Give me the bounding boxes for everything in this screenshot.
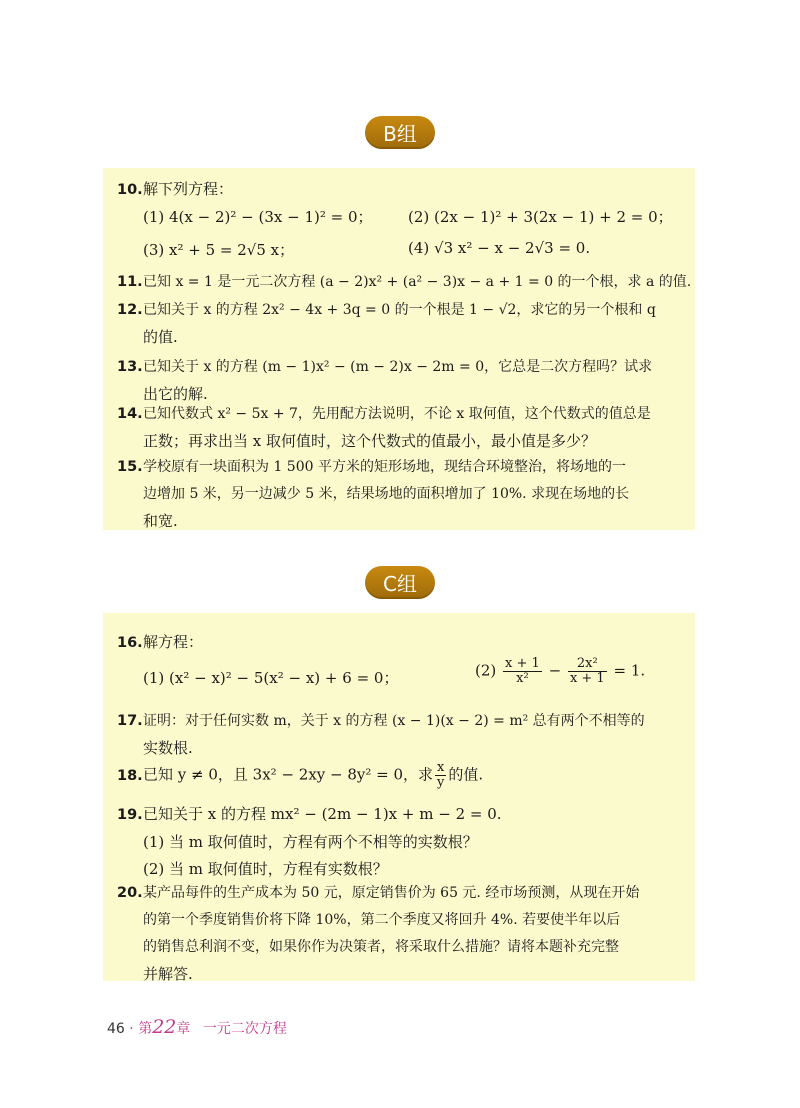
exercise-number: 12. — [117, 302, 143, 318]
exercise-text-cont: 正数；再求出当 x 取何值时，这个代数式的值最小，最小值是多少？ — [143, 432, 596, 450]
exercise-12 — [117, 296, 685, 351]
exercise-text-cont: 和宽. — [143, 512, 178, 530]
numerator: x + 1 — [505, 656, 540, 671]
numerator: 2x² — [568, 657, 607, 672]
exercise-text: 已知 x = 1 是一元二次方程 (a − 2)x² + (a² − 3)x − a + 1 = 0 的一个根，求 a 的值. — [143, 274, 692, 290]
exercise-number: 18. — [117, 767, 143, 784]
equals-part: = 1. — [613, 661, 646, 680]
exercise-10-part-1: (1) 4(x − 2)² − (3x − 1)² = 0； — [143, 208, 373, 226]
exercise-text: 已知 y ≠ 0，且 3x² − 2xy − 8y² = 0，求 — [143, 765, 434, 784]
exercise-text: 证明：对于任何实数 m，关于 x 的方程 (x − 1)(x − 2) = m² 总有两个不相等的 — [143, 713, 645, 729]
fraction — [568, 657, 607, 686]
exercise-number: 17. — [117, 713, 143, 729]
exercise-10 — [117, 176, 685, 204]
exercise-text: 解下列方程： — [143, 180, 234, 198]
exercise-text: 已知代数式 x² − 5x + 7，先用配方法说明，不论 x 取何值，这个代数式的值总是 — [143, 406, 651, 422]
exercise-10-part-3: (3) x² + 5 = 2√5 x； — [143, 241, 295, 259]
exercise-10-part-2: (2) (2x − 1)² + 3(2x − 1) + 2 = 0； — [408, 208, 673, 226]
operator: − — [548, 661, 562, 680]
group-c-exercises — [103, 613, 695, 981]
exercise-number: 11. — [117, 274, 143, 290]
chapter-number: 22 — [152, 1016, 177, 1038]
fraction — [435, 761, 446, 790]
exercise-19-part-2: (2) 当 m 取何值时，方程有实数根？ — [143, 860, 388, 878]
numerator: x — [435, 761, 446, 776]
page-number: 46 — [107, 1021, 125, 1037]
exercise-text: 已知关于 x 的方程 (m − 1)x² − (m − 2)x − 2m = 0，它总是二次方程吗？试求 — [143, 359, 653, 375]
exercise-text-cont: 出它的解. — [143, 385, 208, 403]
exercise-text-cont: 的销售总利润不变，如果你作为决策者，将采取什么措施？请将本题补充完整 — [143, 939, 619, 955]
chapter-prefix: 第 — [138, 1021, 153, 1037]
exercise-number: 19. — [117, 807, 143, 823]
exercise-16-part-1: (1) (x² − x)² − 5(x² − x) + 6 = 0； — [143, 669, 399, 687]
section-b-label: B组 — [383, 122, 417, 146]
page-footer — [107, 1016, 287, 1038]
part-label: (2) — [475, 661, 497, 680]
footer-dot: · — [129, 1021, 134, 1037]
exercise-11 — [117, 268, 692, 296]
exercise-number: 14. — [117, 406, 143, 422]
exercise-text-cont: 实数根. — [143, 739, 193, 757]
exercise-text-cont: 并解答. — [143, 965, 193, 983]
exercise-number: 16. — [117, 635, 143, 651]
exercise-text: 某产品每件的生产成本为 50 元，原定销售价为 65 元. 经市场预测，从现在开始 — [143, 885, 640, 901]
exercise-text: 的值. — [448, 765, 484, 784]
section-c-label: C组 — [383, 572, 417, 596]
exercise-19 — [117, 801, 685, 883]
exercise-text: 已知关于 x 的方程 mx² − (2m − 1)x + m − 2 = 0. — [143, 805, 502, 823]
exercise-18 — [117, 761, 685, 790]
exercise-text: 学校原有一块面积为 1 500 平方米的矩形场地，现结合环境整治，将场地的一 — [143, 459, 626, 475]
fraction — [503, 657, 542, 686]
denominator: x + 1 — [569, 671, 605, 686]
exercise-text: 解方程： — [143, 633, 204, 651]
exercise-15 — [117, 453, 685, 535]
chapter-title: 一元二次方程 — [202, 1021, 287, 1037]
denominator: y — [437, 775, 445, 790]
exercise-10-part-4: (4) √3 x² − x − 2√3 = 0. — [408, 239, 591, 257]
exercise-17 — [117, 707, 685, 762]
chapter-suffix: 章 — [176, 1021, 191, 1037]
exercise-16-part-2 — [475, 657, 645, 686]
denominator: x² — [516, 671, 529, 686]
exercise-text-cont: 边增加 5 米，另一边减少 5 米，结果场地的面积增加了 10%. 求现在场地的长 — [143, 486, 630, 502]
group-b-exercises — [103, 168, 695, 530]
exercise-number: 10. — [117, 182, 143, 198]
exercise-number: 20. — [117, 885, 143, 901]
exercise-text-cont: 的第一个季度销售价将下降 10%，第二个季度又将回升 4%. 若要使半年以后 — [143, 912, 621, 928]
exercise-number: 13. — [117, 359, 143, 375]
exercise-19-part-1: (1) 当 m 取何值时，方程有两个不相等的实数根？ — [143, 833, 478, 851]
exercise-20 — [117, 879, 685, 988]
exercise-number: 15. — [117, 459, 143, 475]
exercise-text: 已知关于 x 的方程 2x² − 4x + 3q = 0 的一个根是 1 − √2，求它的另一个根和 q — [143, 302, 656, 318]
exercise-16 — [117, 629, 685, 657]
section-b-badge — [365, 116, 435, 149]
section-c-badge — [365, 566, 435, 599]
exercise-text-cont: 的值. — [143, 328, 178, 346]
exercise-14 — [117, 400, 685, 455]
